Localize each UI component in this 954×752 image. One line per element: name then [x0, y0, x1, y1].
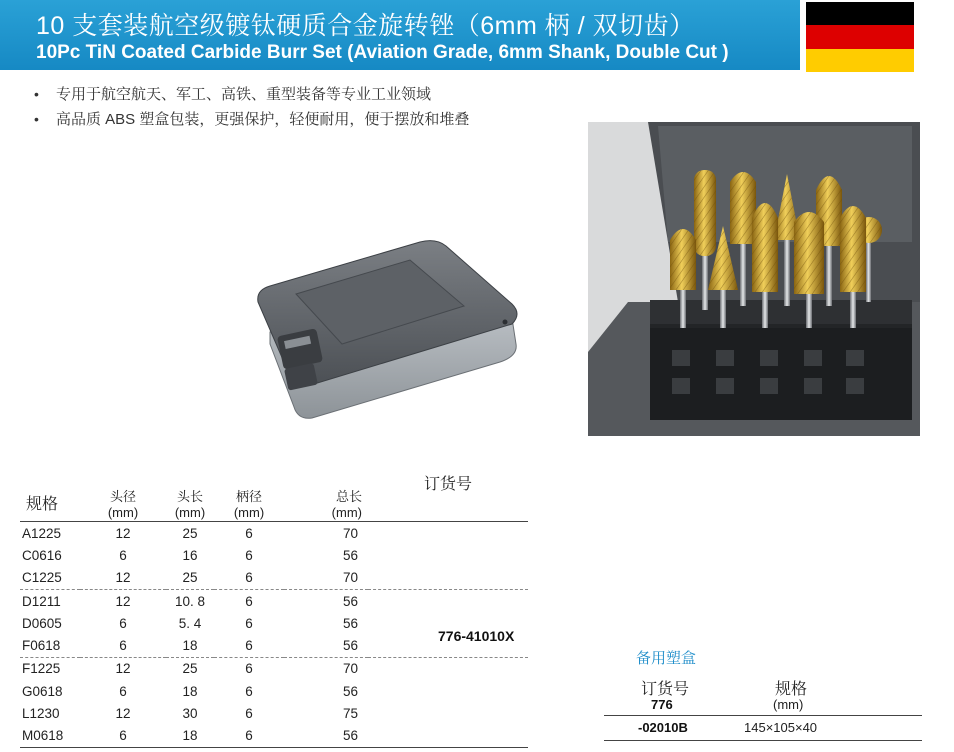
order-number: 776-41010X	[438, 628, 515, 644]
spec-table-header	[20, 473, 528, 522]
table-cell: 12	[115, 661, 131, 677]
table-cell: C1225	[20, 567, 80, 590]
table-cell: A1225	[22, 525, 62, 541]
spare-order-header: 订货号	[641, 681, 690, 698]
table-cell: M0618	[20, 725, 80, 748]
table-cell: 12	[115, 525, 131, 541]
table-row	[20, 657, 528, 680]
table-cell: 25	[182, 525, 198, 541]
table-cell: 30	[182, 706, 198, 722]
table-cell: 25	[182, 661, 198, 677]
feature-list	[34, 82, 469, 132]
header-total-length: 总长 (mm)	[284, 473, 368, 522]
spare-order-prefix: 776	[651, 697, 673, 712]
table-cell: 56	[284, 725, 368, 748]
table-cell: 6	[214, 634, 284, 657]
table-cell: 56	[284, 634, 368, 657]
header-shank-diameter: 柄径 (mm)	[214, 473, 284, 522]
feature-item: • 高品质 ABS 塑盒包装，更强保护，轻便耐用，便于摆放和堆叠	[34, 111, 470, 128]
title-banner	[0, 0, 800, 70]
table-cell: 70	[342, 525, 358, 541]
table-cell: 25	[166, 567, 214, 590]
feature-item: • 专用于航空航天、军工、高铁、重型装备等专业工业领域	[34, 86, 432, 103]
table-row	[20, 522, 528, 545]
table-cell: 70	[284, 567, 368, 590]
table-cell: 6	[214, 725, 284, 748]
header-head-diameter: 头径 (mm)	[80, 473, 166, 522]
closed-case-image	[250, 232, 540, 432]
table-cell: L1230	[22, 706, 60, 722]
table-cell: D0605	[22, 615, 62, 631]
table-cell: 5. 4	[178, 615, 202, 631]
spare-box-title: 备用塑盒	[636, 650, 697, 667]
table-cell: F0618	[20, 634, 80, 657]
title-chinese: 10 支套装航空级镀钛硬质合金旋转锉（6mm 柄 / 双切齿）	[36, 12, 695, 40]
spare-size-value: 145×105×40	[744, 720, 818, 735]
table-cell: 6	[80, 634, 166, 657]
table-cell: 6	[245, 661, 253, 677]
table-cell: G0618	[22, 683, 63, 699]
table-cell: 12	[80, 567, 166, 590]
spare-size-unit: (mm)	[773, 697, 804, 712]
table-cell: D1211	[22, 593, 61, 609]
table-cell: 6	[245, 525, 253, 541]
table-cell: C0616	[22, 547, 62, 563]
table-cell: 12	[115, 593, 131, 609]
table-cell: 18	[166, 634, 214, 657]
header-order-number: 订货号	[368, 473, 528, 522]
table-row	[20, 680, 528, 702]
header-spec: 规格	[20, 473, 80, 522]
spare-bottom-divider	[604, 740, 922, 741]
table-cell: 6	[119, 615, 127, 631]
header-head-length: 头长 (mm)	[166, 473, 214, 522]
spare-order-number: -02010B	[638, 720, 688, 735]
table-cell: F1225	[22, 661, 61, 677]
table-cell: 75	[342, 706, 358, 722]
table-cell: 18	[166, 725, 214, 748]
title-english: 10Pc TiN Coated Carbide Burr Set (Aviation Grade, 6mm Shank, Double Cut )	[36, 42, 729, 63]
table-row	[20, 589, 528, 612]
table-cell: 12	[115, 706, 131, 722]
table-cell: 6	[214, 567, 284, 590]
table-cell: 56	[342, 615, 358, 631]
table-cell: 6	[245, 615, 253, 631]
table-cell: 6	[245, 706, 253, 722]
spare-size-header: 规格	[775, 681, 808, 698]
table-cell: 56	[342, 547, 358, 563]
table-cell: 70	[342, 661, 358, 677]
table-row	[20, 544, 528, 566]
table-cell: 6	[119, 683, 127, 699]
flag-stripe-red	[806, 25, 914, 48]
table-cell: 6	[119, 547, 127, 563]
table-cell: 6	[245, 593, 253, 609]
table-cell: 10. 8	[174, 593, 206, 609]
table-cell: 6	[80, 725, 166, 748]
open-case-burrs-image	[588, 122, 920, 436]
flag-stripe-black	[806, 2, 914, 25]
table-cell: 16	[182, 547, 198, 563]
spec-table	[20, 473, 528, 748]
table-cell: 56	[342, 683, 358, 699]
table-cell: 18	[182, 683, 198, 699]
table-row	[20, 567, 528, 590]
germany-flag-icon	[806, 2, 914, 72]
table-cell: 6	[245, 547, 253, 563]
spare-divider	[604, 715, 922, 716]
table-cell: 6	[245, 683, 253, 699]
table-cell: 56	[342, 593, 358, 609]
flag-stripe-gold	[806, 49, 914, 72]
table-row	[20, 702, 528, 724]
table-row	[20, 725, 528, 748]
